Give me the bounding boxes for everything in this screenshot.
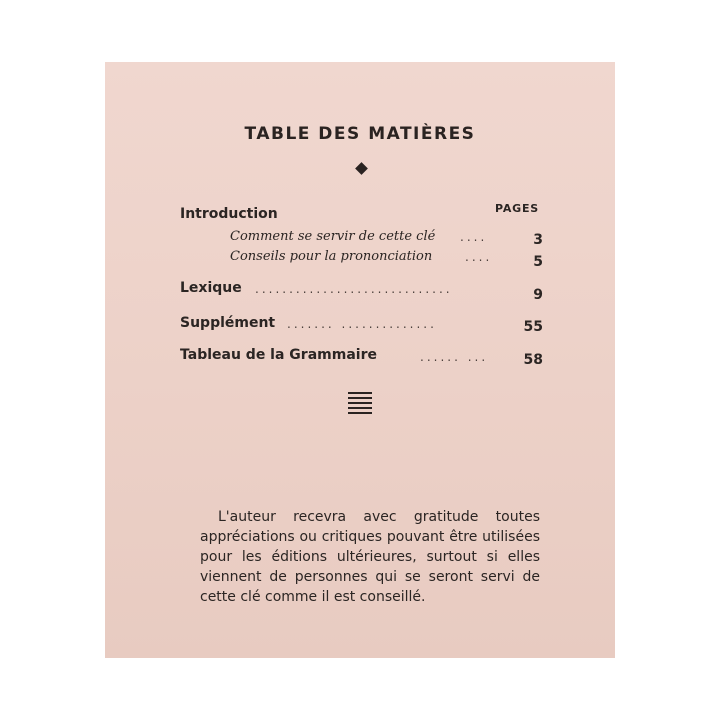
toc-lexique-label: Lexique [180,280,242,296]
diamond-ornament-icon [355,162,368,175]
toc-sub1-label: Comment se servir de cette clé [230,229,436,244]
author-note: L'auteur recevra avec gratitude toutes appréciations ou critiques pouvant être utilisées pour les éditions ultérieures, surtout si elles viennent de personnes qui se seront servi de cette clé comme il est conseillé. [200,509,540,605]
toc-sub1-leader: .... [460,230,488,244]
toc-supplement-leader: ....... .............. [287,317,437,331]
toc-tableau-page: 58 [523,352,543,368]
section-break-bars-icon [348,392,372,417]
toc-lexique-leader: ............................. [255,282,453,296]
toc-sub2-label: Conseils pour la prononciation [230,249,433,264]
pages-column-header: PAGES [495,202,540,215]
toc-supplement-page: 55 [523,319,543,335]
toc-sub1-page: 3 [533,232,543,248]
toc-sub2-page: 5 [533,254,543,270]
page-title: TABLE DES MATIÈRES [244,124,476,144]
toc-lexique-page: 9 [533,287,543,303]
toc-tableau-leader: ...... ... [420,350,489,364]
toc-sub2-leader: .... [465,250,493,264]
toc-tableau-label: Tableau de la Grammaire [180,347,377,363]
toc-supplement-label: Supplément [180,315,276,331]
book-page [105,62,615,658]
toc-introduction-label: Introduction [180,206,278,222]
